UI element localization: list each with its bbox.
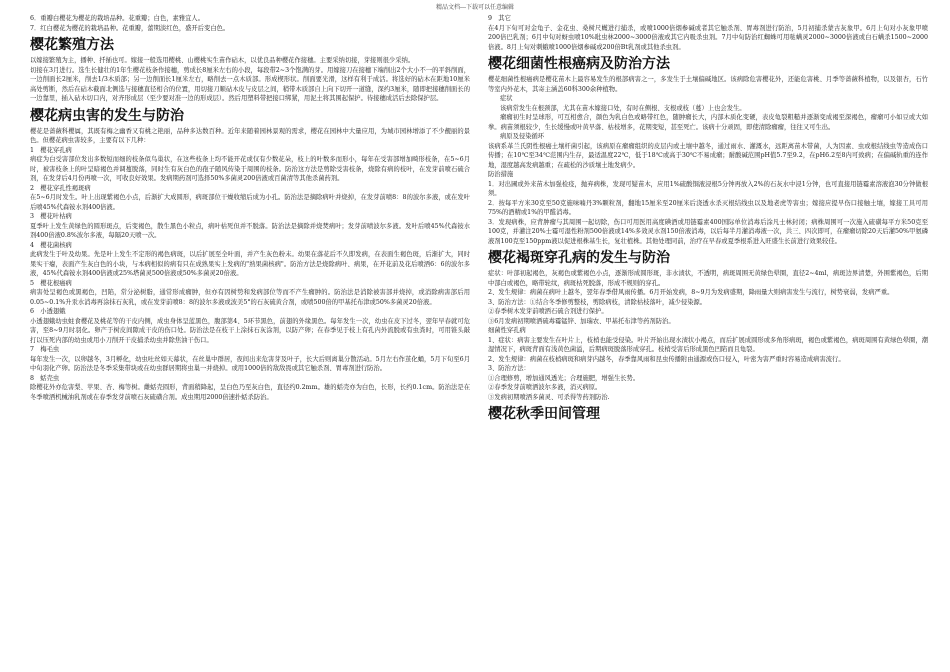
paragraph: 2 樱花穿孔性褐斑病: [30, 184, 91, 192]
paragraph: 5 樱花根癌病: [30, 279, 72, 287]
paragraph: 1 樱花穿孔病: [30, 146, 72, 154]
paragraph: 4 樱花菌核病: [30, 241, 72, 249]
section-heading: 樱花细菌性根癌病及防治方法: [488, 56, 670, 72]
paragraph: 7．红白樱花为樱花的栽培品种。花重瓣，蕾期淡红色，盛开后变白色。: [30, 24, 230, 32]
paragraph: 防治措施: [488, 171, 514, 178]
paragraph: 该病系革兰氏阴性根癌土壤杆菌引起，该病原在瘤瘤组织的皮层内或土壤中越冬，通过雨水、灌溉水，远距离苗木带菌，人为因素、虫或根结线虫等造成伤口传播；在10℃至34℃范围内生存，最适温度22℃，低于18℃或高于30℃不易成瘤；耐酸碱范围pH值5.7至9.2，在pH6.2至8内可致病；在偏碱轨重的连作地，湿度越高发病越重；在疏松的沙质壤土地发病少。: [488, 142, 928, 169]
paragraph: 8 蛞壳虫: [30, 374, 60, 382]
paragraph: 9 其它: [488, 15, 511, 22]
paragraph: 3、防治方法：①结合冬季修剪整枝，剪除病枝，清除枯枝落叶，减少侵染源。: [488, 298, 707, 306]
right-column: [488, 14, 928, 425]
paragraph: 小透翅蛾幼虫蛀食樱花及桃花等的干皮内侧，成虫身体呈蓝黑色，腹部第4、5环节黑色，前翅的外缘黑色。每年发生一次，幼虫在皮下过冬，翌年早春就可危害，至8~9月时羽化。卵产于树皮间隙成干皮的伤口处。防治法是在枝干上涂抹石灰涂剂，以防产卵；在春季见于枝上有孔内外流脱或有虫粪时，可用锥头敲打以压死内部的幼虫或用小刀削开干皮捕杀幼虫并除焦油干伤口。: [30, 317, 470, 344]
paragraph: 2、发生规律：病菌在病叶上越冬，翌年春季借风雨传播。6月开始发病，8~9月为发病盛期，降雨量大则病害发生与流行，树势衰弱，发病严重。: [488, 289, 894, 296]
paragraph: 1、症状：病害主要发生在叶片上，枝梢也能受侵染。叶片开始出现水渍状小褐点，而后扩展成圆形或多角形病斑，褐色或紫褐色，病斑周围有黄绿色晕圈，潮湿情况下，病斑背面有浅黄色菌溢，后期病斑脱落形成穿孔。枝梢受害后形成黑色凹陷而且龟裂。: [488, 336, 928, 353]
paragraph: 3 樱花叶枯病: [30, 213, 72, 220]
paragraph: ①合理修剪，增加通风透光；合理施肥，增强生长势。: [488, 374, 640, 382]
paragraph: 该病常发生在根颈部，尤其在苗木嫁接口处，有时在侧根、支根或枝（蔓）上也会发生。: [500, 104, 746, 112]
paragraph: 1．对出圃或外来苗木加强检疫，抛弃病株，发现可疑苗木，应用1%硫酸铜液浸根5分钟再放入2%的石灰水中浸1分钟，也可直接用链霉素溶液泡30分钟做根须。: [488, 180, 928, 197]
paragraph: 每年发生一次，以卵越冬，3月孵化，幼虫吐丝如天幕状，在丝巢中群居，夜间出来危害芽及叶子，长大后则离巢分散活动。5月左右作茧化蛹，5月下旬至6月中旬羽化产卵。防治法是冬季采集带块或在幼虫群居期将虫巢一并烧掉。或用1000倍的敌敌畏或其它触杀剂、胃毒剂进行防治。: [30, 355, 470, 372]
paragraph: 症状: [500, 95, 513, 102]
page-header: 精品文档---下载可以任意编辑: [435, 4, 515, 11]
paragraph: 樱花细菌性根癌病是樱花苗木上最容易发生的根部病害之一，多发生于土壤偏碱地区。该病除危害樱花外，还能危害桃、月季等蔷薇科植物，以及银杏，石竹等室内外花木，其寄主涵盖60科300余种植物。: [488, 76, 928, 93]
paragraph: 7 梅毛虫: [30, 346, 60, 353]
paragraph: 夏季叶上发生黄绿色的圆形斑点，后变褐色，散生黑色小粒点，病叶枯死但并不脱落。防治法是摘除并烧焚病叶；发芽前喷波尔多液。发叶后喷45%代森铵水剂400倍液0.8%波尔多液，每隔20天喷一次。: [30, 222, 470, 239]
paragraph: 瘤瘤初生时呈球形，可互相愈合，颜色为乳白色或略带红色，随肿瘤长大，内部木质化变硬，表皮龟裂粗糙并逐渐变成褐至深褐色，瘤瘤可小如豆或大如拳。病苗须根较少，生长缓慢或叶黄早落、枯枝增多，花期变短，甚至死亡。该病十分顽固，即使清除瘤瘤，往往又可生出。: [488, 114, 928, 131]
paragraph: 病症为白受害部位发出多数短而细的枝条似鸟巢状，在这些枝条上均不能开花或仅有少数花朵，枝上的叶数多而形小，每年在受害部增加畸形枝条，在5~6月时，被害枝条上的叶呈暗褐色并调蔓脱落，同时生有灰白色的孢子随风传染于周围的枝条。防治这方法是剪除受害枝条，烧除有病的枝叶，在发芽前喷石硫合剂，在发芽后4月份再喷一次，可收良好效果。发病期药剂可选择50%多菌灵200倍液或百菌清等其他杀菌药剂。: [30, 156, 470, 182]
paragraph: 除樱花外亦危害梨、苹果、杏、梅等树。雌蛞壳圆形，背面稍降起，呈白色乃至灰白色，直径约0.2mm。雄的蛞壳亦为白色，长形，长约0.1cm。防治法是在冬季喷洒机械油乳剂或在春季发芽前喷石灰硫磺合剂。成虫期用2000倍速扑蛞杀防治。: [30, 384, 470, 401]
section-heading: 樱花繁殖方法: [30, 37, 114, 53]
paragraph: 2．按每平方米30克至50克施味喃丹3%颗粒剂，翻地15厘米至20厘米后浇透水杀灭根结线虫以及地老虎等害虫；嫁接应提早伤口接触土壤，嫁接工具可用75%的酒精或1%的甲醛消毒。: [488, 199, 928, 216]
paragraph: 症状：叶部初起褐色，灰褐色或紫褐色小点，逐渐形成圆形斑，非水渍状，不透明，病斑周围无黄绿色晕圈，直径2~4ml，病斑边界清楚，外围紫褐色，后期中部白或褐色，略带轮纹，病斑枯死脱落，形成不规则的穿孔。: [488, 270, 928, 287]
paragraph: 病害处呈褐色或黑褐色，凹陷，常分泌树脂，通常形成瘤肿，但亦有因树势和发病部位等而不产生瘤肿的。防治法是消除被害部并烧掉，或消除病害部后用0.05~0.1%升汞水消毒再涂抹石灰乳，或在发芽前喷8：8的波尔多液或波美5°的石灰硫黄合剂，或喷500倍的甲基托布津或50%多菌灵20倍液。: [30, 289, 470, 306]
section-heading: 樱花褐斑穿孔病的发生与防治: [488, 250, 670, 266]
paragraph: ②春季发芽前喷洒波尔多液，消灭病原。: [488, 384, 602, 391]
section-heading: 樱花病虫害的发生与防治: [30, 107, 184, 124]
paragraph: 2、发生规律：病菌在枝梢病斑和病芽内越冬，春季靠风雨和昆虫传播附由通源或伤口侵入，叶密为害严重时容易造成病害流行。: [488, 355, 845, 363]
paragraph: 3、防治方法：: [488, 365, 530, 372]
paragraph: ②春季树木发芽前喷洒石硫合剂进行保护。: [488, 308, 608, 315]
section-heading: 樱花秋季田间管理: [488, 406, 600, 422]
paragraph: 在4月下旬可对金龟子、金花虫、桑树尺蠖进行捕杀，或喷1000倍烟参碱或者其它触杀剂、胃毒剂进行防治，5月初捕杀蒙古灰象甲。6月上旬对小灰象甲喷200倍巴乳剂；6月中旬对蚜虫喷10%吡虫林2000~3000倍液或其它内吸杀虫剂。7月中旬防治红蜘蛛可用哒螨灵2000~3000倍液或白石螨杀1500~2000倍液。8月上旬对刺蛾喷1000倍烟参碱或200倍Bt乳剂或其他杀虫剂。: [488, 24, 928, 51]
left-column: [30, 14, 470, 402]
paragraph: 此病发生于叶及幼果。先是叶上发生不定形的褐色病斑，以后扩展至全叶面，并产生灰色粉末。幼果在落花后不久即发病，在表面生褐色斑，后渐扩大，同时果实干瘪，表面产生灰白色的小块，与本病相似的病有只在成熟果实上发病的"熟果菌核病"。防治方法是烧除病叶、病果，在开花前及花后喷洒6：6的波尔多液，45%代森铵水剂400倍液或25%塔菌灵500倍液或50%多菌灵20倍液。: [30, 251, 470, 277]
paragraph: 樱花是蔷薇科樱属，其既有梅之幽香又有桃之艳丽，品种多达数百种。近年来随着园林景观的需求，樱花在园林中大量应用，为城市园林增添了不少靓丽的景色。但樱花病虫害较多，主要有以下几种：: [30, 127, 470, 144]
paragraph: 病原及侵染循环: [500, 133, 545, 140]
paragraph: 6．重瓣白樱花为樱花的栽培品种。花重瓣；白色，素雅宜人。: [30, 15, 205, 22]
paragraph: 6 小透翅蛾: [30, 308, 66, 315]
paragraph: 切接在3月进行。选生长健壮的1年生樱花枝条作接穗，剪成长8厘米左右的小段，每段带2~3个饱满的芽。用嫁接刀在接穗下端削出2个大小不一的平斜削面，一边削面长2厘米，削去1/3木质部；另一边削面长1厘米左右，略削去一点木质部。形成楔形状。削面要光滑，这样有利于成活。将选好的砧木在距地10厘米高处剪断，然后在砧木截面北侧选与接穗直径相合的位置，用切接刀顺砧木皮与皮层之间，稍带木质部自上向下切开一道缝，深约3厘米，随即把接穗削面长的一边靠里，插入砧木切口内，对齐形成层（至少要对准一边的形成层）。然后用塑料带把接口绑紧，用泥土将其围起保护。待接穗成活后去除保护层。: [30, 66, 470, 102]
paragraph: 3．发现病株，应背肿瘤与其周围一起切除，伤口可用医用高度碘酒或用链霉素400国际单位消毒后涂凡士林封闭；病株周围可一次施入硫磺每平方米50克至100克，并灌注20%士霉可湿性粉剂500倍液或14%多效灵水剂150倍液消毒，以后每半月灌消毒液一次，共三、四次即可，在瘤瘤切除20天后灌50%甲氨磷液剂100克至150ppm液以促进根株基生长，复壮植株。其他处理同前，治疗在早春或夏季根系进入旺盛生长前进行效果较佳。: [488, 218, 928, 245]
paragraph: ③发病初期喷洒多菌灵、可杀得等药剂防治.: [488, 393, 610, 401]
paragraph: 细菌性穿孔病: [488, 327, 526, 334]
paragraph: 在5~6月时发生。叶上出现紫褐色小点，后渐扩大成圆形，病斑部位干燥收缩后成为小孔。防治法是摘除病叶并烧掉，在发芽前喷8：8的波尔多液，或在发叶后喷45%代森铵水剂400倍液。: [30, 194, 470, 211]
paragraph: ③6月发病初期喷洒硫毒霉锰锌、加瑞农、甲基托布津等药剂防治。: [488, 317, 675, 325]
paragraph: 以嫁接繁殖为主，播种、扦插也可。嫁接一般选用樱桃、山樱桃实生苗作砧木，以优良品种樱花作接穗。主要采纳切接，芽接则很少采纳。: [30, 57, 415, 64]
